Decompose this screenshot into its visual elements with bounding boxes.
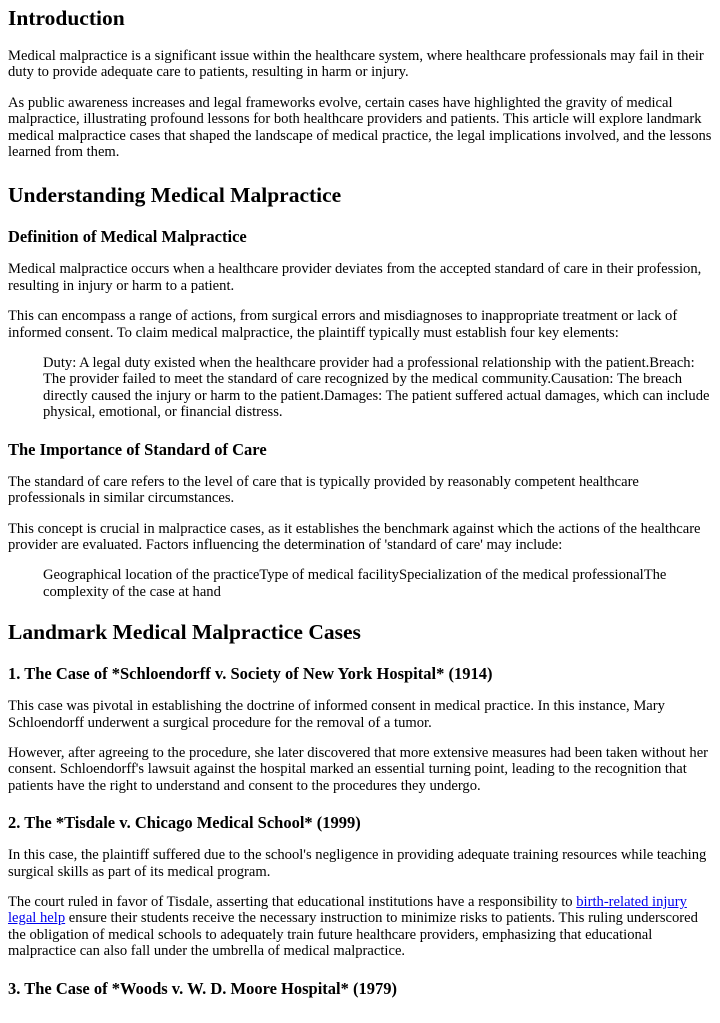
subheading-definition: Definition of Medical Malpractice bbox=[8, 227, 247, 247]
key-elements-quote: Duty: A legal duty existed when the healthcare provider had a professional relationship with the patient.Breach: The provider failed to meet the standard of care recognized by the medical community.Causation: The breach directly caused the injury or harm to the patient.Damages: The patient suffered actual damages, which can include physical, emotional, or financial distress. bbox=[43, 355, 710, 421]
definition-paragraph-2: This can encompass a range of actions, from surgical errors and misdiagnoses to inappropriate treatment or lack of informed consent. To claim medical malpractice, the plaintiff typically must establish four key elements: bbox=[8, 308, 678, 341]
definition-paragraph-1: Medical malpractice occurs when a healthcare provider deviates from the accepted standard of care in their profession, resulting in injury or harm to a patient. bbox=[8, 261, 702, 294]
standard-paragraph-1: The standard of care refers to the level of care that is typically provided by reasonably competent healthcare professionals in similar circumstances. bbox=[8, 473, 639, 507]
intro-paragraph-1: Medical malpractice is a significant issue within the healthcare system, where healthcare professionals may fail in their duty to provide adequate care to patients, resulting in harm or injury. bbox=[8, 48, 704, 81]
heading-landmark-cases: Landmark Medical Malpractice Cases bbox=[8, 620, 361, 645]
case-2-text-after-link: ensure their students receive the necessary instruction to minimize risks to patients. This ruling underscored the obligation of medical schools to adequately train future healthcare providers, emphasizing that educational malpractice can also fall under the umbrella of medical malpractice. bbox=[8, 910, 698, 960]
heading-introduction: Introduction bbox=[8, 6, 125, 30]
case-2-paragraph-2 bbox=[8, 894, 712, 960]
subheading-case-1: 1. The Case of *Schloendorff v. Society of New York Hospital* (1914) bbox=[8, 664, 493, 684]
subheading-case-2: 2. The *Tisdale v. Chicago Medical School* (1999) bbox=[8, 813, 361, 833]
subheading-standard-of-care: The Importance of Standard of Care bbox=[8, 439, 267, 459]
article bbox=[0, 6, 720, 998]
standard-paragraph-2: This concept is crucial in malpractice cases, as it establishes the benchmark against which the actions of the healthcare provider are evaluated. Factors influencing the determination of 'standard of care' may include: bbox=[8, 520, 701, 553]
standard-factors-quote: Geographical location of the practiceType of medical facilitySpecialization of the medical professionalThe complexity of the case at hand bbox=[43, 567, 667, 600]
case-2-paragraph-1: In this case, the plaintiff suffered due to the school's negligence in providing adequate training resources while teaching surgical skills as part of its medical program. bbox=[8, 847, 707, 880]
case-1-paragraph-1: This case was pivotal in establishing the doctrine of informed consent in medical practice. In this instance, Mary Schloendorff underwent a surgical procedure for the removal of a tumor. bbox=[8, 698, 665, 731]
intro-paragraph-2: As public awareness increases and legal frameworks evolve, certain cases have highlighted the gravity of medical malpractice, illustrating profound lessons for both healthcare providers and patients. This article will explore landmark medical malpractice cases that shaped the landscape of medical practice, the legal implications involved, and the lessons learned from them. bbox=[8, 94, 712, 161]
case-2-text-before-link: The court ruled in favor of Tisdale, asserting that educational institutions have a responsibility to bbox=[8, 893, 577, 910]
heading-understanding-medical-malpractice: Understanding Medical Malpractice bbox=[8, 183, 342, 208]
birth-injury-legal-help-link[interactable]: birth-related injury legal help bbox=[8, 893, 687, 927]
case-1-paragraph-2: However, after agreeing to the procedure, she later discovered that more extensive measures had been taken without her consent. Schloendorff's lawsuit against the hospital marked an essential turning point, leading to the recognition that patients have the right to understand and consent to the procedures they undergo. bbox=[8, 744, 709, 794]
subheading-case-3: 3. The Case of *Woods v. W. D. Moore Hospital* (1979) bbox=[8, 978, 397, 998]
